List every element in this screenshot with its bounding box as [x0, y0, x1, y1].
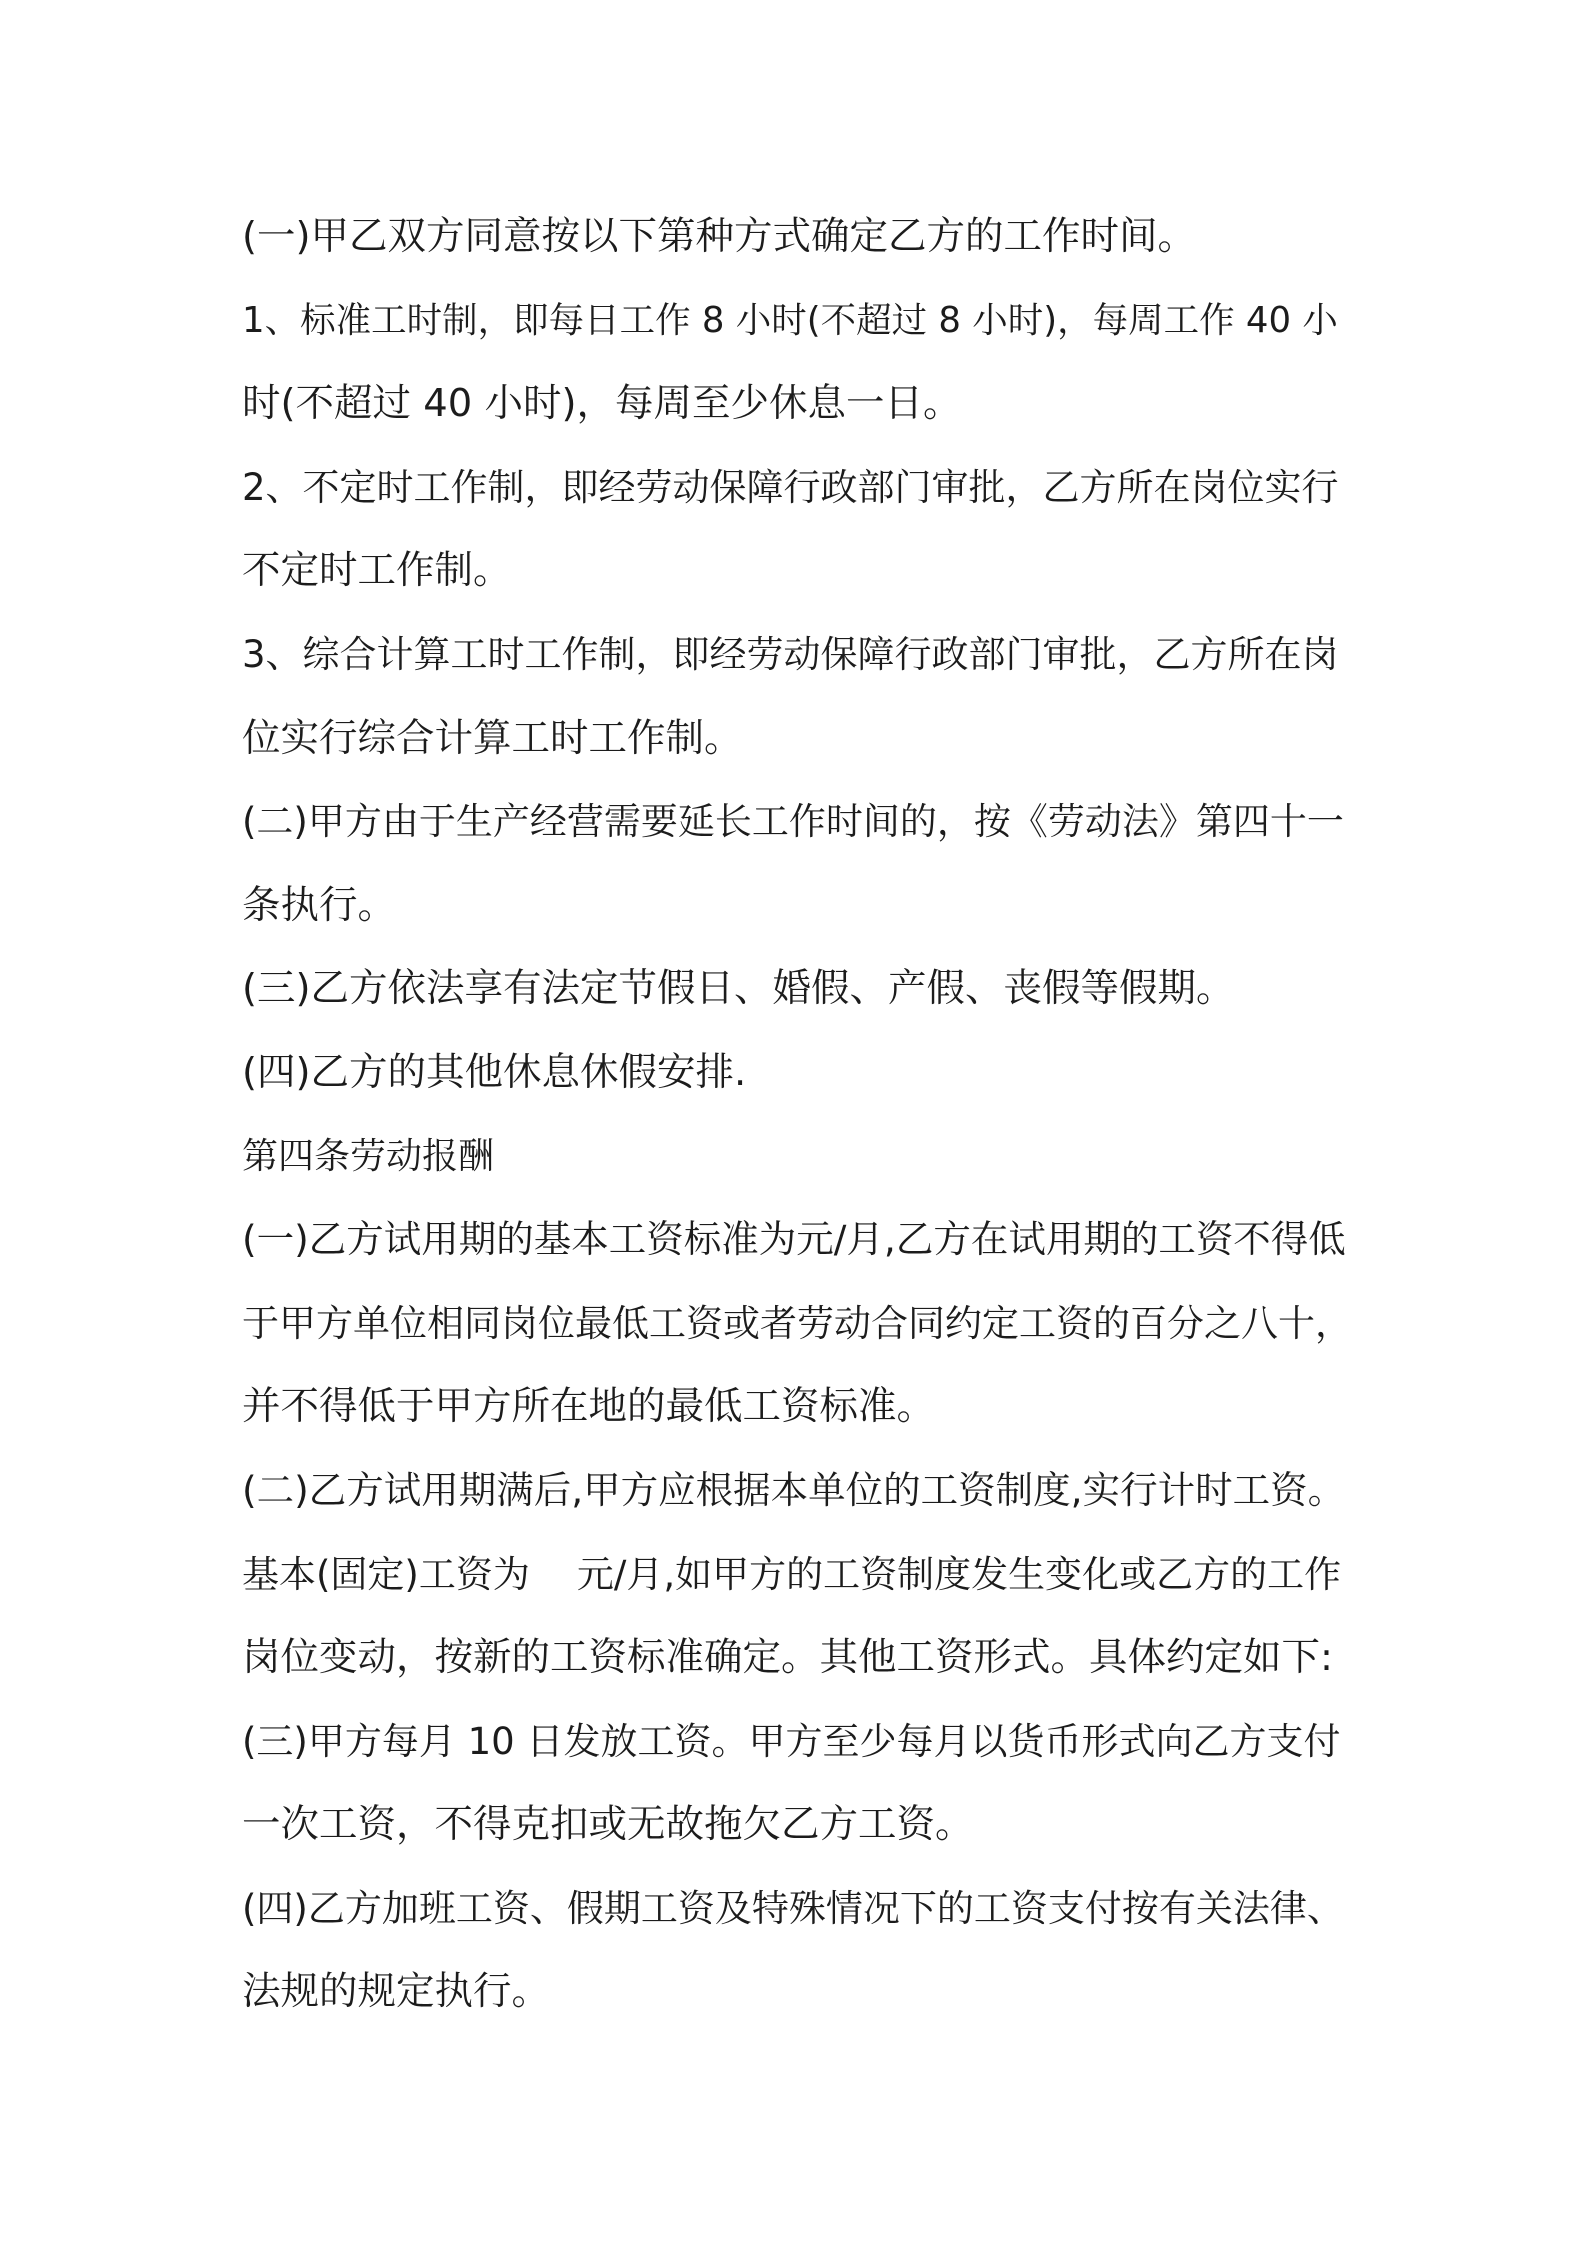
paragraph-line: 一次工资，不得克扣或无故拖欠乙方工资。	[242, 1802, 974, 1848]
paragraph-line: 于甲方单位相同岗位最低工资或者劳动合同约定工资的百分之八十，	[242, 1301, 1352, 1345]
paragraph-line: 岗位变动，按新的工资标准确定。其他工资形式。具体约定如下:	[242, 1635, 1333, 1681]
paragraph-line: (二)甲方由于生产经营需要延长工作时间的，按《劳动法》第四十一	[242, 800, 1344, 844]
paragraph-line: 3、综合计算工时工作制，即经劳动保障行政部门审批，乙方所在岗	[242, 632, 1339, 676]
paragraph-line: (三)甲方每月 10 日发放工资。甲方至少每月以货币形式向乙方支付	[242, 1719, 1341, 1763]
document-body	[242, 195, 1352, 2034]
paragraph-line: 时(不超过 40 小时)，每周至少休息一日。	[242, 381, 962, 427]
paragraph-line: 并不得低于甲方所在地的最低工资标准。	[242, 1384, 936, 1430]
paragraph-line: 法规的规定执行。	[242, 1969, 551, 2015]
paragraph-line: (三)乙方依法享有法定节假日、婚假、产假、丧假等假期。	[242, 966, 1235, 1012]
paragraph-line: (一)甲乙双方同意按以下第种方式确定乙方的工作时间。	[242, 214, 1197, 259]
paragraph-line: 2、不定时工作制，即经劳动保障行政部门审批，乙方所在岗位实行	[242, 465, 1339, 509]
paragraph-line: 条执行。	[242, 882, 397, 928]
paragraph-line: 位实行综合计算工时工作制。	[242, 715, 743, 761]
paragraph-line: (二)乙方试用期满后,甲方应根据本单位的工资制度,实行计时工资。	[242, 1467, 1346, 1512]
paragraph-line: 基本(固定)工资为 元/月,如甲方的工资制度发生变化或乙方的工作	[242, 1552, 1342, 1596]
paragraph-line: 1、标准工时制，即每日工作 8 小时(不超过 8 小时)，每周工作 40 小	[242, 299, 1338, 341]
paragraph-line: (四)乙方的其他休息休假安排.	[242, 1049, 747, 1095]
paragraph-line: (一)乙方试用期的基本工资标准为元/月,乙方在试用期的工资不得低	[242, 1217, 1346, 1262]
section-heading: 第四条劳动报酬	[242, 1135, 495, 1177]
paragraph-line: 不定时工作制。	[242, 548, 512, 594]
paragraph-line: (四)乙方加班工资、假期工资及特殊情况下的工资支付按有关法律、	[242, 1886, 1344, 1930]
